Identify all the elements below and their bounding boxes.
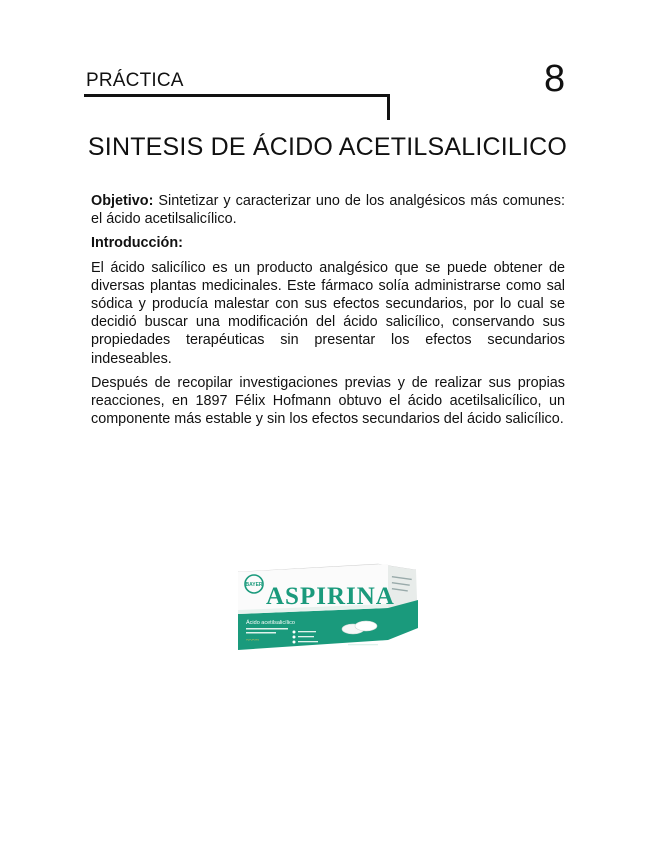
introduction-paragraph-1: El ácido salicílico es un producto analgésico que se puede obtener de diversas plantas medicinales. Este fármaco solía administrarse como sal sódica y producía malestar con sus efectos secundarios, por lo cual se decidió buscar una modificación del ácido salicílico, conservando sus propiedades terapéuticas sin presentar los efectos secundarios indeseables. — [91, 259, 565, 367]
practice-label: PRÁCTICA — [86, 70, 184, 91]
introduction-heading: Introducción: — [91, 235, 183, 252]
header-rule-tick — [387, 94, 390, 120]
box-subtitle: Ácido acetilsalicílico — [246, 620, 295, 626]
objective-text: Sintetizar y caracterizar uno de los analgésicos más comunes: el ácido acetilsalicílico. — [91, 193, 565, 228]
objective-label: Objetivo: — [91, 193, 154, 209]
header-rule — [84, 94, 390, 97]
objective-paragraph — [91, 192, 565, 228]
bayer-logo-text: BAYER — [245, 582, 263, 588]
practice-number: 8 — [544, 58, 566, 100]
brand-text: ASPIRINA — [266, 583, 395, 610]
aspirin-box-image — [228, 550, 438, 660]
aspirin-box-illustration — [228, 550, 438, 660]
body-text — [91, 192, 565, 434]
introduction-paragraph-2: Después de recopilar investigaciones previas y de realizar sus propias reacciones, en 1897 Félix Hofmann obtuvo el ácido acetilsalicílico, un componente más estable y sin los efectos secundarios del ácido salicílico. — [91, 374, 565, 428]
svg-text:~~~~: ~~~~ — [246, 638, 259, 644]
page-title: SINTESIS DE ÁCIDO ACETILSALICILICO — [87, 133, 568, 161]
